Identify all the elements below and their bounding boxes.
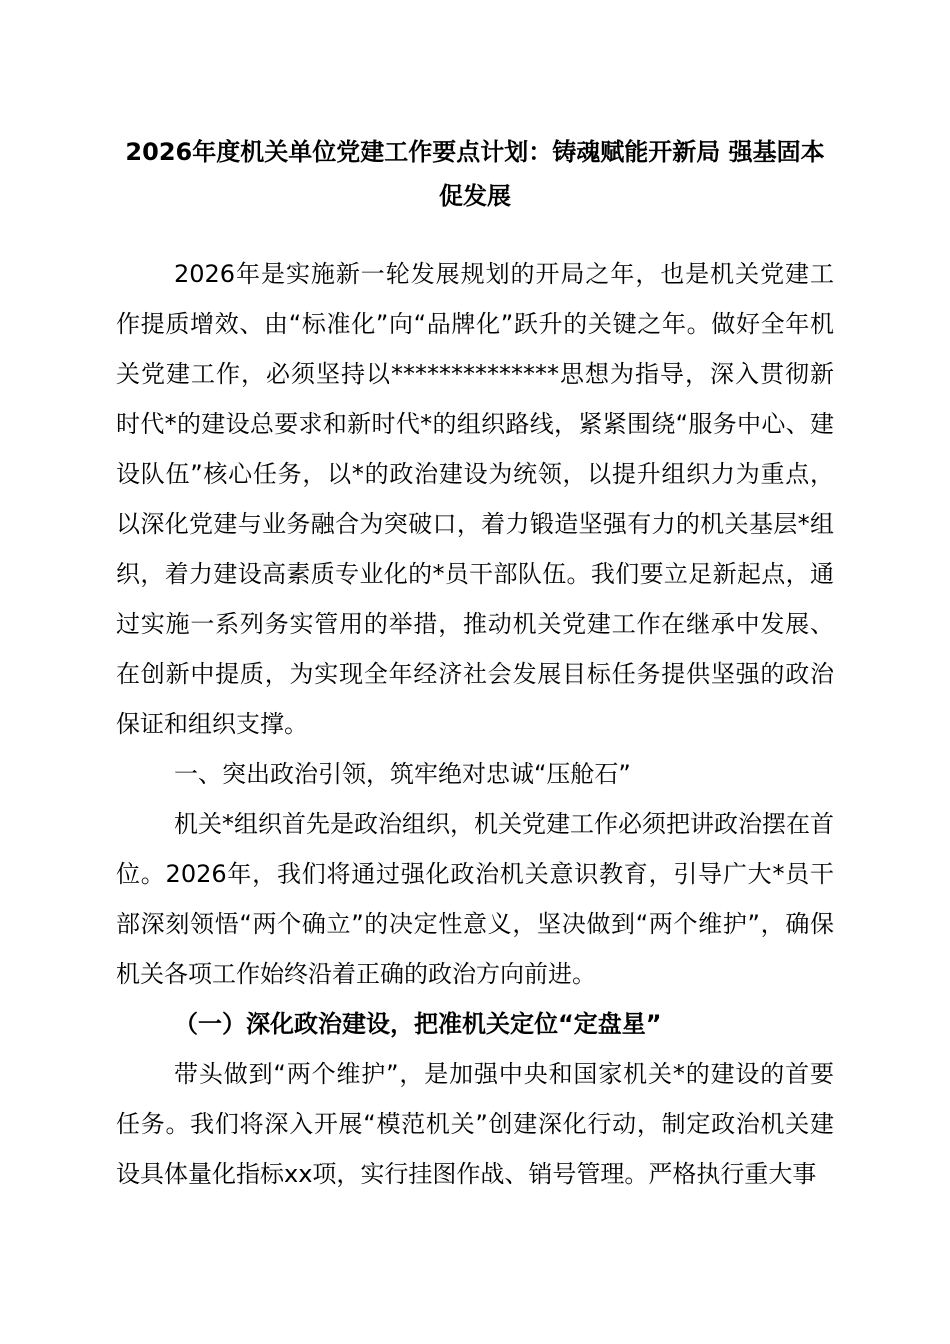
section-heading-1: 一、突出政治引领，筑牢绝对忠诚“压舱石” (174, 760, 631, 788)
document-title: 2026年度机关单位党建工作要点计划：铸魂赋能开新局 强基固本促发展 (125, 138, 825, 210)
subsection-paragraph-1: 带头做到“两个维护”，是加强中央和国家机关*的建设的首要任务。我们将深入开展“模范机关”创建深化行动，制定政治机关建设具体量化指标xx项，实行挂图作战、销号管理。严格执行重大事 (116, 1060, 834, 1188)
section-paragraph-1: 机关*组织首先是政治组织，机关党建工作必须把讲政治摆在首位。2026年，我们将通过强化政治机关意识教育，引导广大*员干部深刻领悟“两个确立”的决定性意义，坚决做到“两个维护”，确保机关各项工作始终沿着正确的政治方向前进。 (116, 810, 834, 988)
intro-paragraph: 2026年是实施新一轮发展规划的开局之年，也是机关党建工作提质增效、由“标准化”向“品牌化”跃升的关键之年。做好全年机关党建工作，必须坚持以**************思想为指导，深入贯彻新时代*的建设总要求和新时代*的组织路线，紧紧围绕“服务中心、建设队伍”核心任务，以*的政治建设为统领，以提升组织力为重点，以深化党建与业务融合为突破口，着力锻造坚强有力的机关基层*组织，着力建设高素质专业化的*员干部队伍。我们要立足新起点，通过实施一系列务实管用的举措，推动机关党建工作在继承中发展、在创新中提质，为实现全年经济社会发展目标任务提供坚强的政治保证和组织支撑。 (116, 260, 834, 738)
subsection-heading-1: （一）深化政治建设，把准机关定位“定盘星” (174, 1010, 662, 1038)
document-body (116, 249, 834, 1199)
